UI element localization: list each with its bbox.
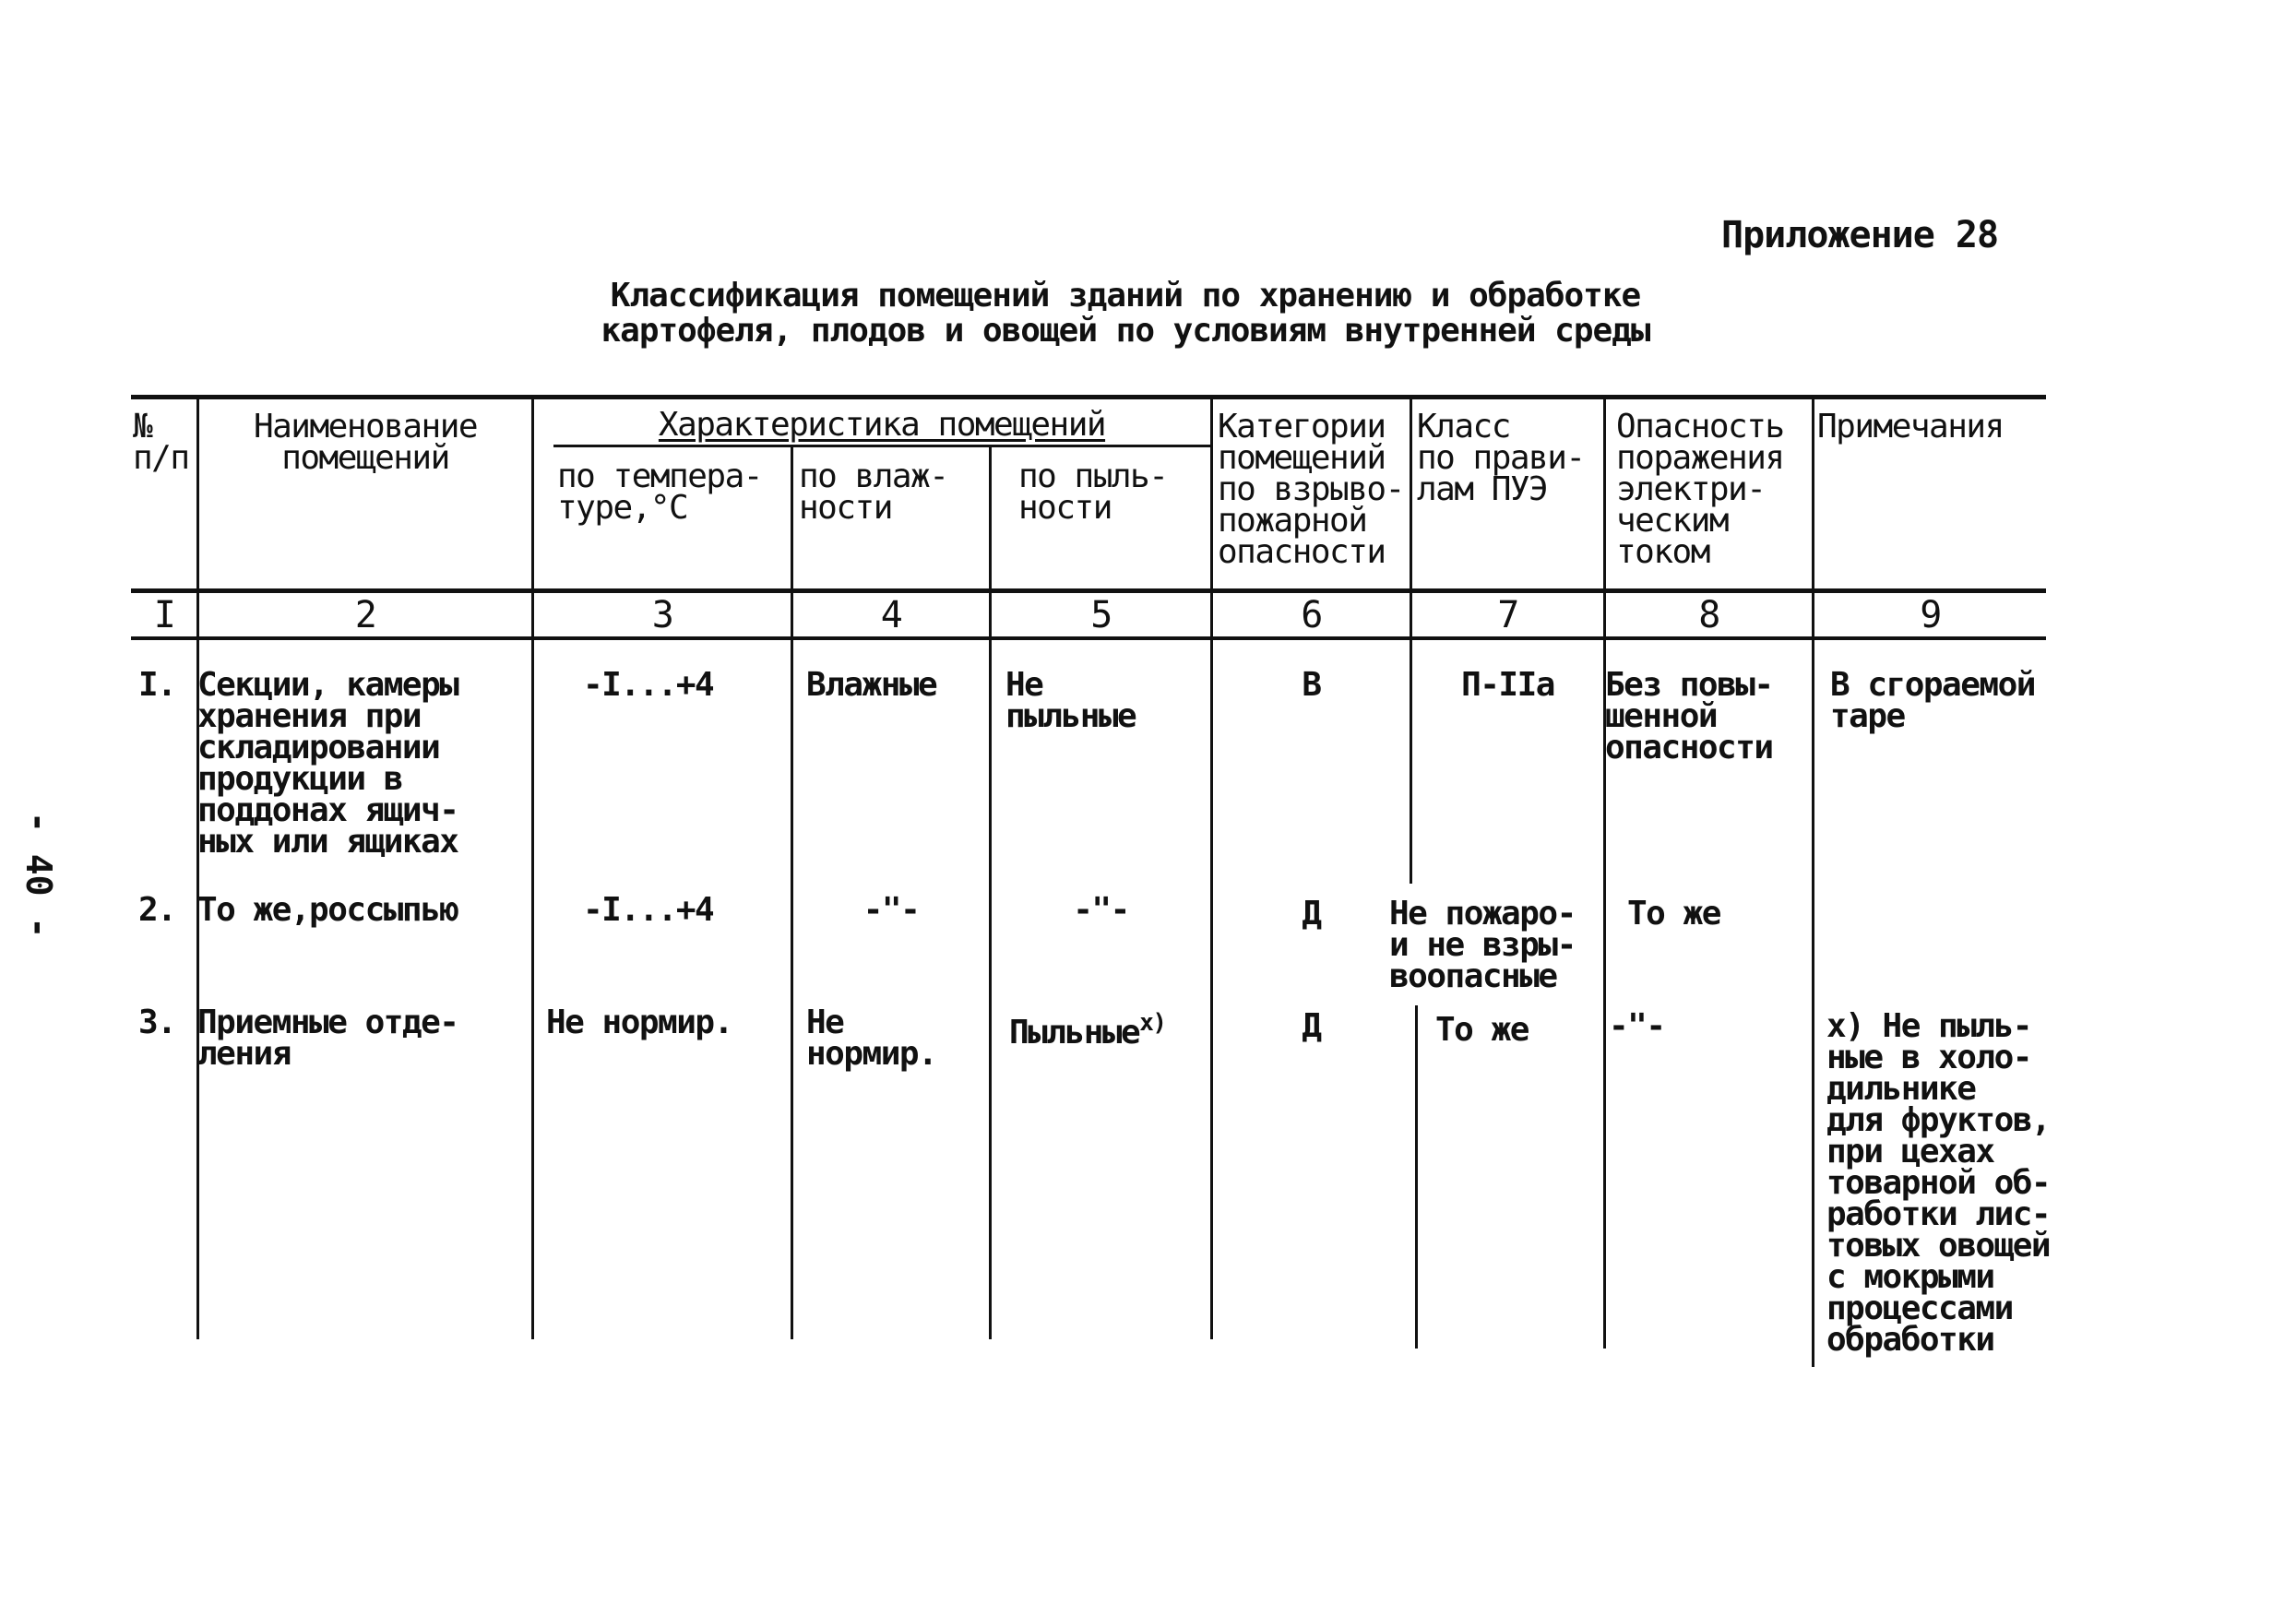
pue-class-value: То же	[1435, 1011, 1529, 1049]
header-characteristics-group: Характеристика помещений	[658, 406, 1106, 444]
group-header-rule	[553, 445, 1210, 447]
notes-value: x) Не пыль- ные в холо- дильнике для фруктов, при цехах товарной об- работки лис- товых овощей с мокрыми процессами обработки	[1826, 1007, 2051, 1359]
temperature-value: -I...+4	[583, 666, 714, 704]
column-number: 4	[880, 594, 902, 636]
header-number: № п/п	[133, 408, 189, 477]
row-number: 2.	[138, 891, 176, 929]
column-number: 6	[1301, 594, 1322, 636]
column-divider	[531, 397, 534, 1339]
temperature-value: Не нормир.	[546, 1004, 732, 1041]
column-number: 9	[1920, 594, 1941, 636]
temperature-value: -I...+4	[583, 891, 714, 929]
document-title: Классификация помещений зданий по хранению и обработке картофеля, плодов и овощей по условиям внутренней среды	[601, 277, 1650, 350]
column-divider	[1210, 397, 1213, 1339]
header-electric-danger: Опасность поражения электри- ческим током	[1616, 408, 1784, 571]
electric-danger-value: То же	[1627, 895, 1720, 933]
dust-value-text: Пыльные	[1009, 1014, 1140, 1052]
column-divider	[1410, 397, 1412, 884]
column-divider	[196, 397, 199, 1339]
column-number: 8	[1698, 594, 1719, 636]
column-numbers-rule	[131, 636, 2046, 640]
column-number: 3	[651, 594, 673, 636]
notes-value: В сгораемой таре	[1830, 666, 2035, 735]
header-bottom-rule	[131, 588, 2046, 593]
column-divider	[791, 446, 793, 1339]
fire-category-value: В	[1302, 666, 1321, 704]
column-divider	[989, 446, 992, 1339]
header-notes: Примечания	[1817, 408, 2004, 446]
pue-class-value: Не пожаро- и не взры- воопасные	[1389, 895, 1576, 995]
room-name: То же,россыпью	[197, 891, 458, 929]
header-dust: по пыль- ности	[1018, 457, 1168, 527]
dust-value	[1009, 1007, 1166, 1052]
table-top-rule	[131, 395, 2046, 399]
room-name: Приемные отде- ления	[197, 1004, 458, 1073]
pue-class-value: П-IIa	[1461, 666, 1554, 704]
column-divider	[1812, 397, 1814, 1367]
column-divider	[1603, 397, 1606, 1349]
column-divider	[1415, 1005, 1418, 1349]
dust-value: -"-	[1073, 891, 1129, 929]
column-number: 5	[1090, 594, 1112, 636]
appendix-label: Приложение 28	[1721, 214, 1999, 256]
header-fire-category: Категории помещений по взрыво- пожарной опасности	[1218, 408, 1404, 571]
fire-category-value: Д	[1302, 895, 1321, 933]
footnote-marker: x)	[1139, 1009, 1166, 1037]
humidity-value: Не нормир.	[806, 1004, 937, 1073]
electric-danger-value: -"-	[1609, 1007, 1665, 1045]
room-name: Секции, камеры хранения при складировании продукции в поддонах ящич- ных или ящиках	[197, 666, 458, 861]
page-number: - 40 -	[18, 812, 59, 939]
header-pue-class: Класс по прави- лам ПУЭ	[1417, 408, 1585, 508]
humidity-value: Влажные	[806, 666, 937, 704]
row-number: 3.	[138, 1004, 176, 1041]
header-temperature: по темпера- туре,°С	[557, 457, 762, 527]
header-room-name: Наименование помещений	[253, 408, 478, 477]
fire-category-value: Д	[1302, 1007, 1321, 1045]
column-number: 2	[354, 594, 376, 636]
humidity-value: -"-	[862, 891, 920, 929]
row-number: I.	[138, 666, 176, 704]
electric-danger-value: Без повы- шенной опасности	[1605, 666, 1773, 766]
column-number: 7	[1497, 594, 1518, 636]
column-number: I	[153, 594, 175, 636]
header-humidity: по влаж- ности	[799, 457, 948, 527]
dust-value: Не пыльные	[1005, 666, 1136, 735]
